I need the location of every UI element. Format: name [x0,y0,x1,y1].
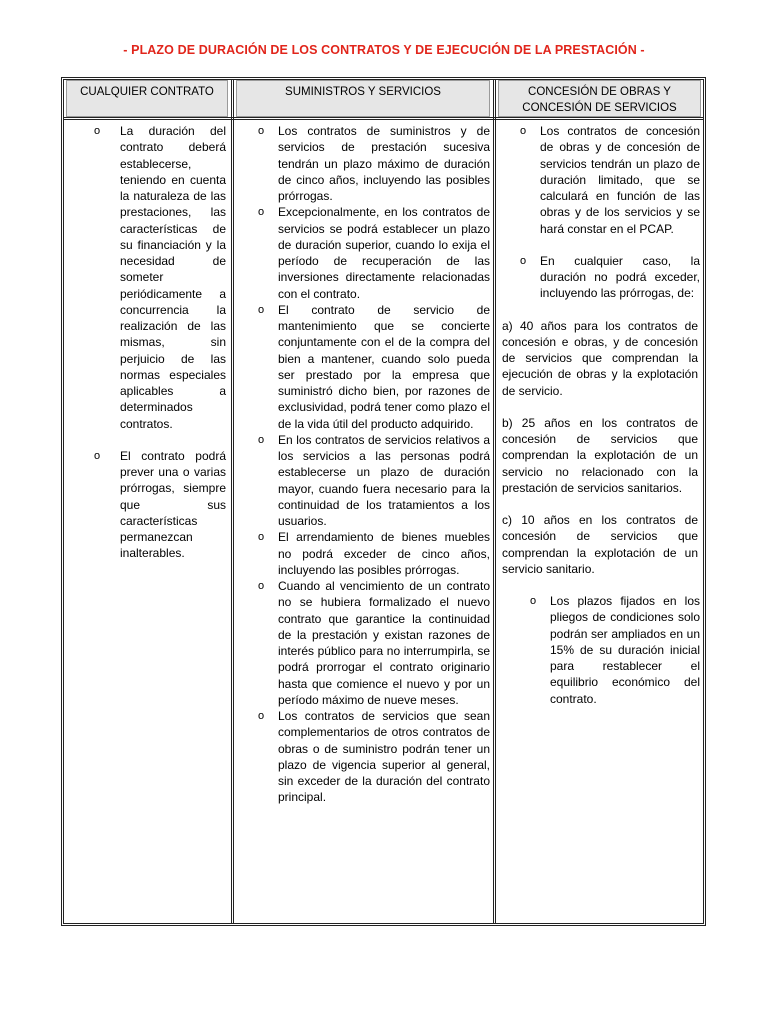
cell-cualquier-contrato [68,120,226,562]
item-text: Excepcionalmente, en los contratos de servicios se podrá establecer un plazo de duración superior, cuando lo exija el período de recuperación de las inversiones directamente relacionadas con el contrato. [278,205,490,301]
item-text: En los contratos de servicios relativos a los servicios a las personas podrá establecerse un plazo de duración mayor, cuando fuera necesario para la continuidad de los tratamientos a los usuarios. [278,432,490,528]
list-item [238,578,490,708]
bullet-icon: o [257,303,265,316]
column-divider [493,80,496,923]
list-item [238,302,490,432]
list-item [68,123,226,432]
list-item [498,593,700,707]
item-text: El arrendamiento de bienes muebles no podrá exceder de cinco años, incluyendo las posibles prórrogas. [278,530,490,577]
duration-table [61,77,706,926]
bullet-icon: o [519,254,527,267]
header-cualquier-contrato: CUALQUIER CONTRATO [66,80,228,117]
list-item [238,529,490,578]
bullet-icon: o [529,595,537,607]
list-item [238,708,490,806]
column-divider [231,80,234,923]
item-text: El contrato podrá prever una o varias prórrogas, siempre que sus características permanezcan inalterables. [120,448,226,561]
item-text: Los contratos de suministros y de servicios de prestación sucesiva tendrán un plazo máximo de duración de cinco años, incluyendo las posibles prórrogas. [278,124,490,203]
page-title: - PLAZO DE DURACIÓN DE LOS CONTRATOS Y DE EJECUCIÓN DE LA PRESTACIÓN - [123,43,645,57]
item-text: El contrato de servicio de mantenimiento que se concierte conjuntamente con el de la compra del bien a mantener, cuando solo pueda ser prestado por la empresa que suministró dicho bien, por razones de exclusividad, podrá tener como plazo el de la vida útil del producto adquirido. [278,302,490,431]
bullet-icon: o [519,125,527,137]
cell-concesion [498,120,700,707]
cell-suministros-servicios [238,120,490,806]
list-item [498,123,700,237]
duration-limit-b: b) 25 años en los contratos de concesión de servicios que comprendan la explotación de un servicio no relacionado con la prestación de servicios sanitarios. [502,415,698,495]
bullet-icon: o [257,433,265,446]
bullet-icon: o [93,125,101,137]
item-text: En cualquier caso, la duración no podrá exceder, incluyendo las prórrogas, de: [540,253,700,301]
header-concesion: CONCESIÓN DE OBRAS Y CONCESIÓN DE SERVICIOS [498,80,701,117]
duration-limit-a: a) 40 años para los contratos de concesión e obras, y de concesión de servicios que comprendan la ejecución de obras y la explotación de servicio. [502,318,698,398]
bullet-icon: o [257,531,265,544]
bullet-icon: o [257,206,265,219]
list-item [238,123,490,204]
list-item [238,204,490,302]
item-text: La duración del contrato deberá establecerse, teniendo en cuenta la naturaleza de las prestaciones, las características de su financiación y la necesidad de someter periódicamente a concurrencia la realización de las mismas, sin perjuicio de las normas especiales aplicables a determinados contratos. [120,124,226,431]
list-item [498,253,700,302]
list-item [68,448,226,562]
item-text: Cuando al vencimiento de un contrato no se hubiera formalizado el nuevo contrato que garantice la continuidad de la prestación y existan razones de interés público para no interrumpirla, se podrá prorrogar el contrato originario hasta que comience el nuevo y por un período máximo de nueve meses. [278,579,490,707]
bullet-icon: o [257,580,265,592]
item-text: Los contratos de servicios que sean complementarios de otros contratos de obras o de suministro podrán tener un plazo de vigencia superior al general, sin exceder de la duración del contrato principal. [278,709,490,805]
bullet-icon: o [257,125,265,137]
item-text: Los plazos fijados en los pliegos de condiciones solo podrán ser ampliados en un 15% de su duración inicial para restablecer el equilibrio económico del contrato. [550,594,700,706]
bullet-icon: o [93,449,101,462]
header-suministros-servicios: SUMINISTROS Y SERVICIOS [236,80,490,117]
table-header-row [64,80,703,120]
list-item [238,432,490,530]
item-text: Los contratos de concesión de obras y de concesión de servicios tendrán un plazo de duración limitado, que se calculará en función de las obras y de los servicios y se hará constar en el PCAP. [540,124,700,236]
duration-limit-c: c) 10 años en los contratos de concesión de servicios que comprendan la explotación de un servicio sanitario. [502,513,698,576]
bullet-icon: o [257,710,265,722]
